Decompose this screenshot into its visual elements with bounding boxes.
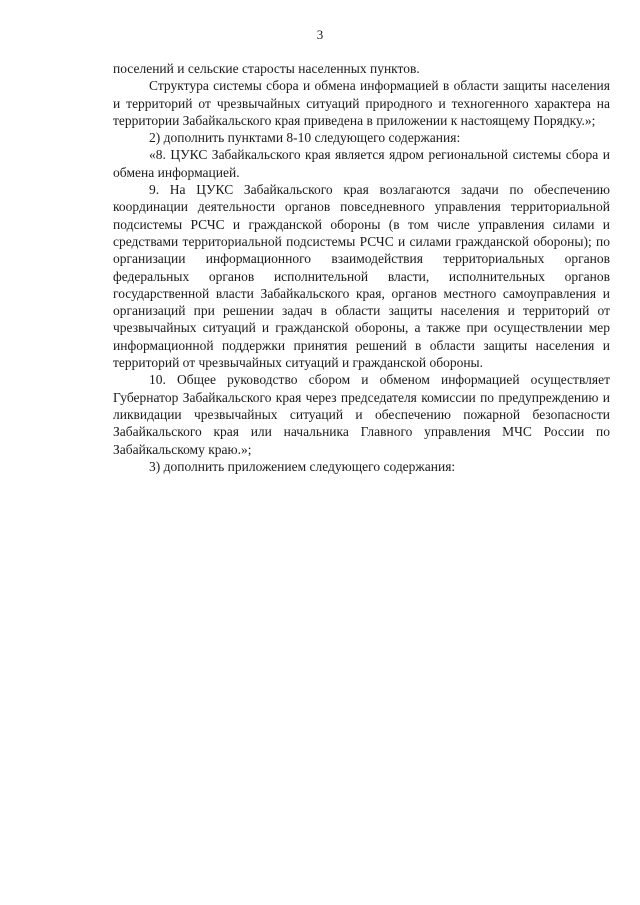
paragraph-point-8: «8. ЦУКС Забайкальского края является ядром региональной системы сбора и обмена информацией. <box>113 147 610 180</box>
page-number: 3 <box>316 27 324 42</box>
paragraph-structure: Структура системы сбора и обмена информацией в области защиты населения и территорий от чрезвычайных ситуаций природного и техногенного характера на территории Забайкальского края приведена в приложении к настоящему Порядку.»; <box>113 78 610 128</box>
document-body <box>113 60 610 475</box>
paragraph-continuation: поселений и сельские старосты населенных пунктов. <box>113 61 420 76</box>
paragraph-point-9: 9. На ЦУКС Забайкальского края возлагаются задачи по обеспечению координации деятельности органов повседневного управления территориальной подсистемы РСЧС и гражданской обороны (в том числе управления силами и средствами территориальной подсистемы РСЧС и силами гражданской обороны); по организации информационного взаимодействия территориальных органов федеральных органов исполнительной власти, исполнительных органов государственной власти Забайкальского края, органов местного самоуправления и организаций при решении задач в области защиты населения и территорий от чрезвычайных ситуаций и гражданской обороны, а также при осуществлении мер информационной поддержки принятия решений в области защиты населения и территорий от чрезвычайных ситуаций и гражданской обороны. <box>113 182 610 371</box>
paragraph-point-10: 10. Общее руководство сбором и обменом информацией осуществляет Губернатор Забайкальского края через председателя комиссии по предупреждению и ликвидации чрезвычайных ситуаций и обеспечению пожарной безопасности Забайкальского края или начальника Главного управления МЧС России по Забайкальскому краю.»; <box>113 372 610 457</box>
paragraph-item-2: 2) дополнить пунктами 8-10 следующего содержания: <box>149 130 461 146</box>
paragraph-item-3: 3) дополнить приложением следующего содержания: <box>149 458 456 474</box>
